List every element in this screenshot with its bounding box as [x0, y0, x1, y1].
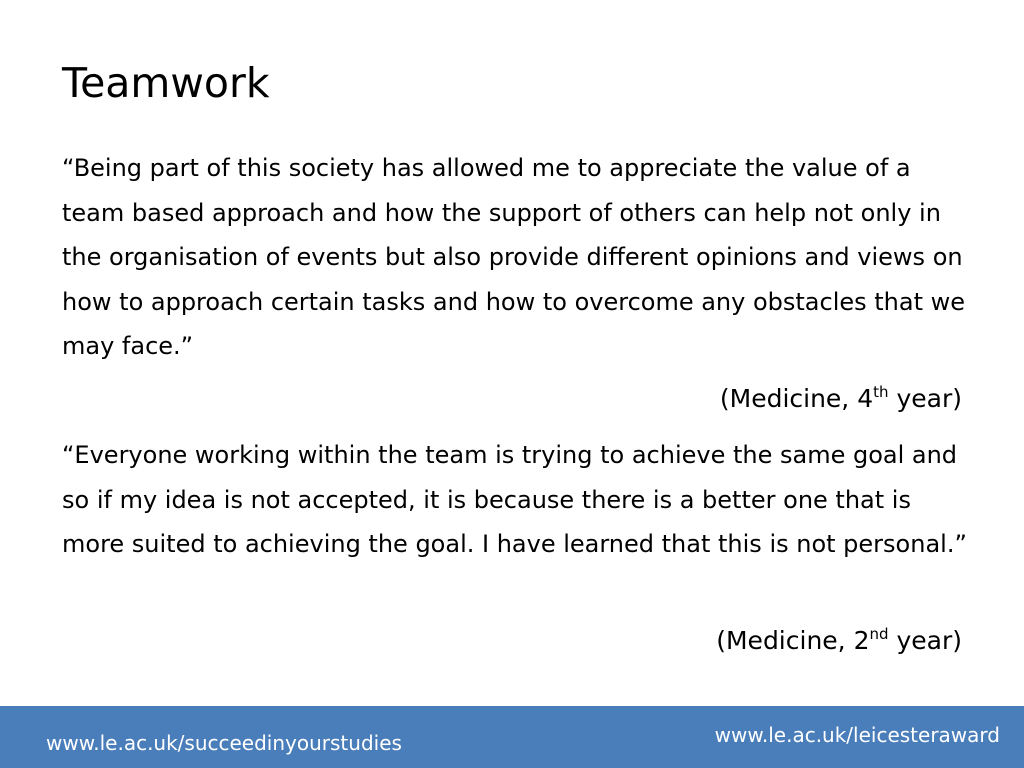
- attribution-ordinal-suffix: th: [873, 383, 889, 401]
- quote-attribution-1: [720, 384, 962, 414]
- attribution-prefix: (Medicine, 4: [719, 384, 874, 413]
- quote-text-2: “Everyone working within the team is trying to achieve the same goal and so if my idea is not accepted, it is because there is a better one that is more suited to achieving the goal. I have learned that this is not personal.”: [62, 441, 967, 558]
- quote-attribution-2: [716, 626, 962, 656]
- quote-text-1: “Being part of this society has allowed me to appreciate the value of a team based approach and how the support of others can help not only in the organisation of events but also provide different opinions and views on how to approach certain tasks and how to overcome any obstacles that we may face.”: [62, 154, 966, 360]
- footer-link-leicester-award[interactable]: www.le.ac.uk/leicesteraward: [714, 723, 1000, 747]
- attribution-suffix: year): [888, 384, 962, 413]
- footer-link-succeed-in-your-studies[interactable]: www.le.ac.uk/succeedinyourstudies: [46, 731, 402, 755]
- attribution-suffix: year): [888, 626, 962, 655]
- slide-title: Teamwork: [62, 59, 270, 107]
- footer-bar: [0, 706, 1024, 768]
- attribution-ordinal-suffix: nd: [869, 625, 889, 643]
- attribution-prefix: (Medicine, 2: [716, 626, 870, 655]
